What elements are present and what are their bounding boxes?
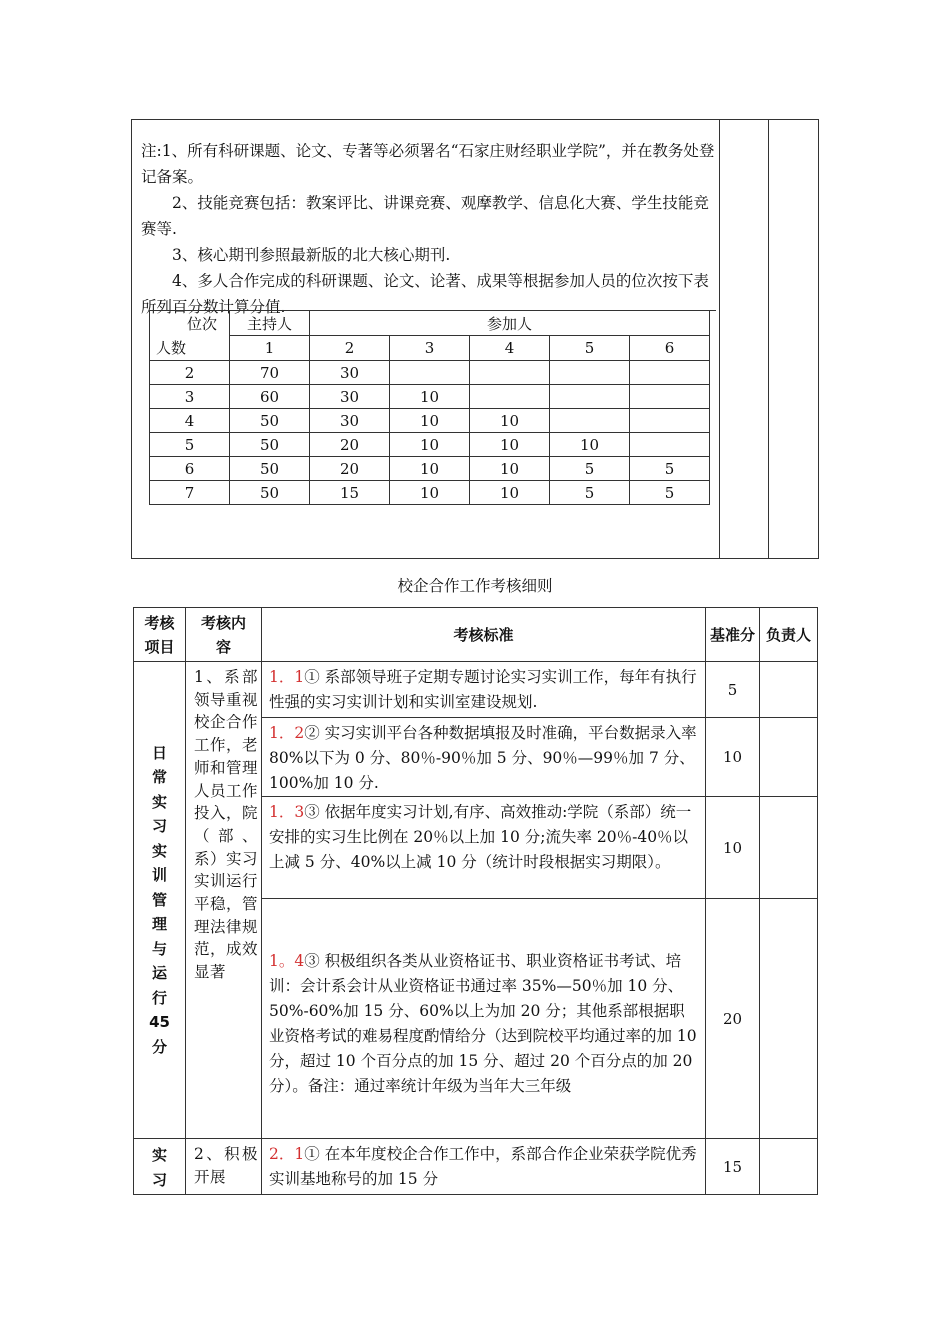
item-char: 习 <box>151 817 167 836</box>
base-score: 10 <box>706 797 760 899</box>
standard-number: 1．1 <box>269 668 305 686</box>
pct-cell: 5 <box>630 481 710 505</box>
pct-cell <box>470 361 550 385</box>
pct-cell <box>630 433 710 457</box>
pct-cell: 3 <box>150 385 230 409</box>
pct-position: 3 <box>390 336 470 361</box>
pct-header-people: 人数 <box>156 339 187 357</box>
pct-row <box>150 385 716 409</box>
owner-cell <box>760 662 818 718</box>
pct-stub <box>710 409 716 433</box>
note-4: 4、多人合作完成的科研课题、论文、论著、成果等根据参加人员的位次按下表所列百分数计算分值. <box>141 272 709 316</box>
pct-cell: 10 <box>470 457 550 481</box>
pct-cell: 6 <box>150 457 230 481</box>
table-row <box>134 1139 818 1195</box>
pct-cell <box>550 361 630 385</box>
pct-position: 5 <box>550 336 630 361</box>
note-1: 注:1、所有科研课题、论文、专著等必须署名“石家庄财经职业学院”，并在教务处登记备案。 <box>141 142 715 186</box>
item-char: 运 <box>151 964 167 983</box>
pct-header-corner <box>150 311 230 361</box>
pct-cell: 30 <box>310 385 390 409</box>
pct-position: 6 <box>630 336 710 361</box>
pct-cell: 10 <box>470 433 550 457</box>
assessment-table <box>133 607 818 1195</box>
pct-cell: 10 <box>390 433 470 457</box>
percentage-table <box>149 310 716 505</box>
item-char: 训 <box>151 866 167 885</box>
pct-cell: 5 <box>630 457 710 481</box>
pct-stub <box>710 385 716 409</box>
column-divider <box>719 120 720 558</box>
standard-text: ① 系部领导班子定期专题讨论实习实训工作，每年有执行性强的实习实训计划和实训室建设规划. <box>269 668 697 711</box>
pct-cell: 70 <box>230 361 310 385</box>
owner-cell <box>760 718 818 797</box>
standard-text: ③ 积极组织各类从业资格证书、职业资格证书考试、培训：会计系会计从业资格证书通过率 35%—50％加 10 分、50%-60%加 15 分、60%以上为加 20 分；其他系部根据职业资格考试的难易程度酌情给分（达到院校平均通过率的加 10 分，超过 10 个百分点的加 15 分、超过 20 个百分点的加 20 分）。备注：通过率统计年级为当年大三年级 <box>269 952 697 1095</box>
pct-position-row <box>150 336 716 361</box>
item-char: 实 <box>151 841 167 860</box>
pct-stub <box>710 361 716 385</box>
pct-cell <box>630 361 710 385</box>
header-base-score: 基准分 <box>706 608 760 662</box>
standard-cell <box>262 718 706 797</box>
item-daily-practice <box>134 662 186 1139</box>
pct-cell: 50 <box>230 409 310 433</box>
pct-cell: 4 <box>150 409 230 433</box>
pct-position: 4 <box>470 336 550 361</box>
item-char: 分 <box>151 1037 167 1056</box>
item-char: 理 <box>151 915 167 934</box>
pct-cell: 60 <box>230 385 310 409</box>
standard-cell <box>262 1139 706 1195</box>
pct-header-participants: 参加人 <box>310 311 710 336</box>
note-3: 3、核心期刊参照最新版的北大核心期刊. <box>172 246 451 264</box>
pct-cell: 10 <box>390 457 470 481</box>
base-score: 15 <box>706 1139 760 1195</box>
column-divider <box>768 120 769 558</box>
item-char: 习 <box>151 1170 167 1189</box>
pct-cell: 20 <box>310 433 390 457</box>
pct-stub <box>710 457 716 481</box>
pct-cell <box>630 409 710 433</box>
item-char: 45 <box>149 1013 170 1032</box>
standard-cell <box>262 662 706 718</box>
pct-cell: 10 <box>390 385 470 409</box>
pct-cell <box>630 385 710 409</box>
standard-number: 1．3 <box>269 803 305 821</box>
pct-cell <box>470 385 550 409</box>
pct-cell: 10 <box>550 433 630 457</box>
pct-stub <box>710 336 716 361</box>
pct-cell <box>390 361 470 385</box>
owner-cell <box>760 899 818 1139</box>
pct-cell: 50 <box>230 457 310 481</box>
base-score: 10 <box>706 718 760 797</box>
item-char: 行 <box>151 988 167 1007</box>
standard-cell <box>262 797 706 899</box>
pct-row <box>150 481 716 505</box>
pct-cell: 5 <box>550 457 630 481</box>
content-cell: 2、积极开展 <box>186 1139 262 1195</box>
owner-cell <box>760 797 818 899</box>
header-row <box>134 608 818 662</box>
pct-row <box>150 433 716 457</box>
standard-text: ② 实习实训平台各种数据填报及时准确，平台数据录入率 80%以下为 0 分、80％-90％加 5 分、90％—99％加 7 分、100%加 10 分. <box>269 724 697 792</box>
content-cell: 1、系部领导重视校企合作工作，老师和管理人员工作投入，院（部、系）实习实训运行平稳，管理法律规范，成效显著 <box>186 662 262 1139</box>
standard-number: 1．2 <box>269 724 305 742</box>
pct-cell: 30 <box>310 361 390 385</box>
pct-cell: 30 <box>310 409 390 433</box>
standard-text: ① 在本年度校企合作工作中，系部合作企业荣获学院优秀实训基地称号的加 15 分 <box>269 1145 697 1188</box>
pct-position: 1 <box>230 336 310 361</box>
item-practice <box>134 1139 186 1195</box>
standard-cell <box>262 899 706 1139</box>
pct-cell: 2 <box>150 361 230 385</box>
pct-cell: 50 <box>230 481 310 505</box>
pct-row <box>150 361 716 385</box>
pct-cell: 10 <box>470 409 550 433</box>
header-item: 考核项目 <box>134 608 186 662</box>
pct-stub <box>710 311 716 336</box>
pct-header-host: 主持人 <box>230 311 310 336</box>
base-score: 20 <box>706 899 760 1139</box>
pct-row <box>150 457 716 481</box>
pct-cell: 5 <box>550 481 630 505</box>
item-char: 与 <box>151 939 167 958</box>
pct-position: 2 <box>310 336 390 361</box>
pct-stub <box>710 433 716 457</box>
notes-text <box>141 138 715 320</box>
pct-stub <box>710 481 716 505</box>
header-owner: 负责人 <box>760 608 818 662</box>
pct-cell <box>550 409 630 433</box>
base-score: 5 <box>706 662 760 718</box>
section-title: 校企合作工作考核细则 <box>397 577 553 595</box>
owner-cell <box>760 1139 818 1195</box>
pct-cell: 5 <box>150 433 230 457</box>
pct-header-position: 位次 <box>186 315 217 333</box>
pct-cell: 10 <box>470 481 550 505</box>
header-content: 考核内容 <box>186 608 262 662</box>
item-char: 日 <box>151 743 167 762</box>
item-char: 实 <box>151 1146 167 1164</box>
pct-cell: 50 <box>230 433 310 457</box>
pct-row <box>150 409 716 433</box>
item-char: 管 <box>151 890 167 909</box>
note-2: 2、技能竞赛包括：教案评比、讲课竞赛、观摩教学、信息化大赛、学生技能竞赛等. <box>141 194 709 238</box>
notes-box <box>131 119 819 559</box>
pct-cell: 20 <box>310 457 390 481</box>
pct-cell <box>550 385 630 409</box>
standard-text: ③ 依据年度实习计划,有序、高效推动:学院（系部）统一安排的实习生比例在 20％以上加 10 分;流失率 20％-40％以上减 5 分、40%以上减 10 分（统计时段根据实习期限）。 <box>269 803 692 871</box>
table-row <box>134 662 818 718</box>
item-char: 常 <box>151 768 167 787</box>
pct-cell: 10 <box>390 409 470 433</box>
pct-cell: 15 <box>310 481 390 505</box>
header-standard: 考核标准 <box>262 608 706 662</box>
standard-number: 2．1 <box>269 1145 305 1163</box>
pct-cell: 7 <box>150 481 230 505</box>
item-char: 实 <box>151 792 167 811</box>
standard-number: 1。4 <box>269 952 305 970</box>
pct-cell: 10 <box>390 481 470 505</box>
